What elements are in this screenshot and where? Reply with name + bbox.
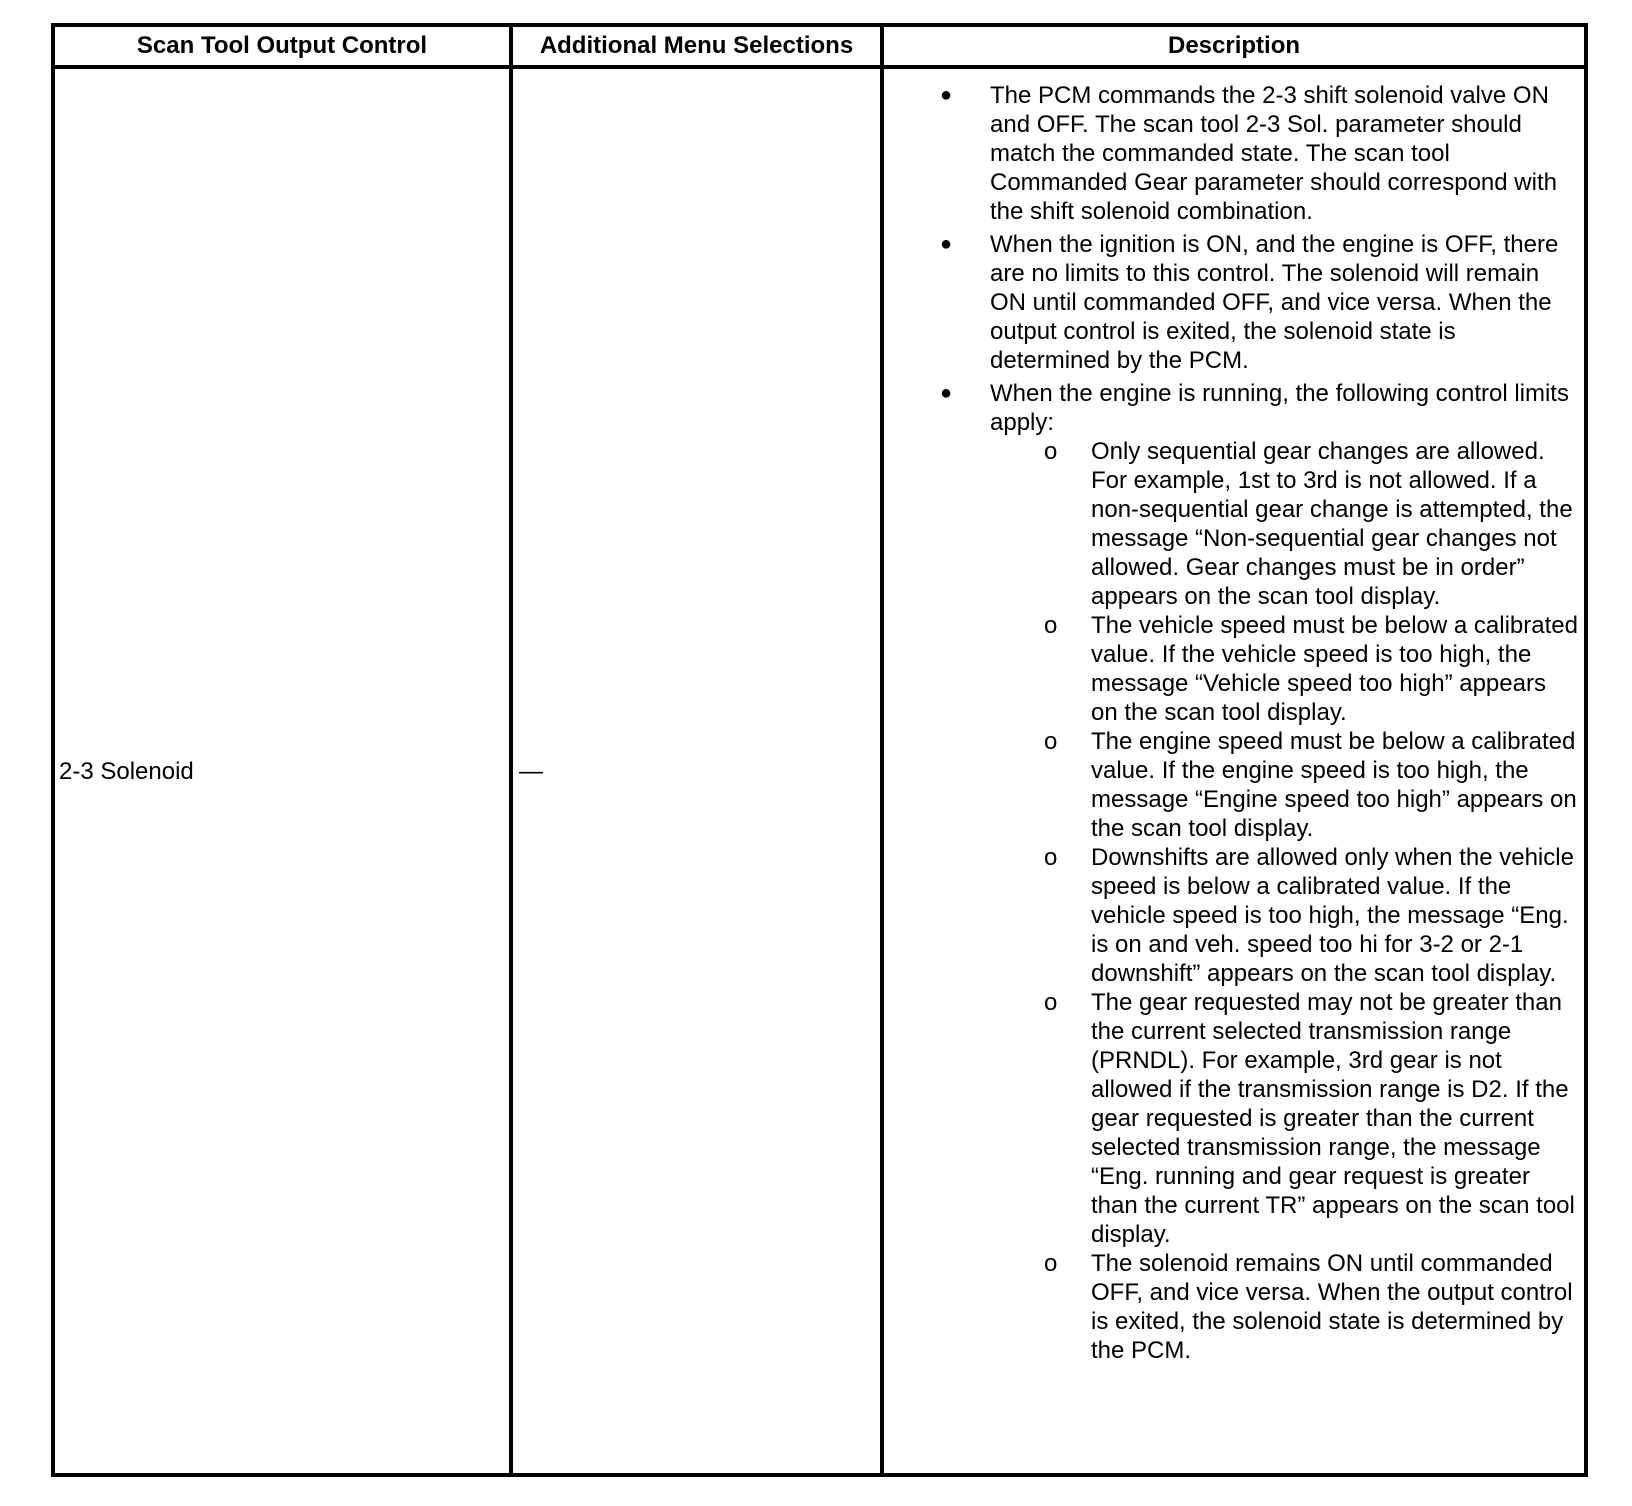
- list-item: [884, 230, 1578, 375]
- sub-bullet-text: Downshifts are allowed only when the vehicle speed is below a calibrated value. If the vehicle speed is too high, the message “Eng. is on and veh. speed too hi for 3-2 or 2-1 downshift” appears on the scan tool display.: [1091, 844, 1574, 987]
- table-row: [53, 67, 1586, 1475]
- header-row: [53, 25, 1586, 67]
- circle-bullet-icon: o: [1044, 1250, 1058, 1277]
- bullet-text: When the engine is running, the following control limits apply:: [990, 380, 1569, 436]
- sub-list-item: [990, 727, 1578, 843]
- circle-bullet-icon: o: [1044, 612, 1058, 639]
- sub-bullet-text: Only sequential gear changes are allowed. For example, 1st to 3rd is not allowed. If a non-sequential gear change is attempted, the message “Non-sequential gear changes not allowed. Gear changes must be in order” appears on the scan tool display.: [1091, 438, 1573, 610]
- sub-list-item: [990, 988, 1578, 1249]
- sub-bullet-text: The solenoid remains ON until commanded OFF, and vice versa. When the output control is exited, the solenoid state is determined by the PCM.: [1091, 1250, 1573, 1364]
- bullet-text: The PCM commands the 2-3 shift solenoid valve ON and OFF. The scan tool 2-3 Sol. parameter should match the commanded state. The scan tool Commanded Gear parameter should correspond with the shift solenoid combination.: [990, 82, 1557, 225]
- sub-bullet-text: The gear requested may not be greater than the current selected transmission range (PRNDL). For example, 3rd gear is not allowed if the transmission range is D2. If the gear requested is greater than the current selected transmission range, the message “Eng. running and gear request is greater than the current TR” appears on the scan tool display.: [1091, 989, 1575, 1248]
- circle-bullet-icon: o: [1044, 989, 1058, 1016]
- output-control-table: [51, 23, 1588, 1477]
- circle-bullet-icon: o: [1044, 844, 1058, 871]
- sub-bullet-text: The vehicle speed must be below a calibrated value. If the vehicle speed is too high, the message “Vehicle speed too high” appears on the scan tool display.: [1091, 612, 1578, 726]
- header-menu-selections: Additional Menu Selections: [511, 25, 882, 67]
- header-description: Description: [882, 25, 1586, 67]
- sub-list-item: [990, 611, 1578, 727]
- sub-list-item: [990, 437, 1578, 611]
- sub-list: [990, 437, 1578, 1365]
- sub-list-item: [990, 1249, 1578, 1365]
- bullet-dot-icon: ●: [940, 84, 953, 106]
- header-output-control: Scan Tool Output Control: [53, 25, 511, 67]
- sub-list-item: [990, 843, 1578, 988]
- menu-selections-cell: —: [511, 67, 882, 1475]
- list-item: [884, 379, 1578, 1365]
- description-list: [884, 81, 1578, 1365]
- description-cell: [882, 67, 1586, 1475]
- bullet-dot-icon: ●: [940, 382, 953, 404]
- bullet-dot-icon: ●: [940, 233, 953, 255]
- bullet-text: When the ignition is ON, and the engine is OFF, there are no limits to this control. The solenoid will remain ON until commanded OFF, and vice versa. When the output control is exited, the solenoid state is determined by the PCM.: [990, 231, 1559, 374]
- circle-bullet-icon: o: [1044, 728, 1058, 755]
- sub-bullet-text: The engine speed must be below a calibrated value. If the engine speed is too high, the message “Engine speed too high” appears on the scan tool display.: [1091, 728, 1577, 842]
- circle-bullet-icon: o: [1044, 438, 1058, 465]
- list-item: [884, 81, 1578, 226]
- output-control-cell: 2-3 Solenoid: [53, 67, 511, 1475]
